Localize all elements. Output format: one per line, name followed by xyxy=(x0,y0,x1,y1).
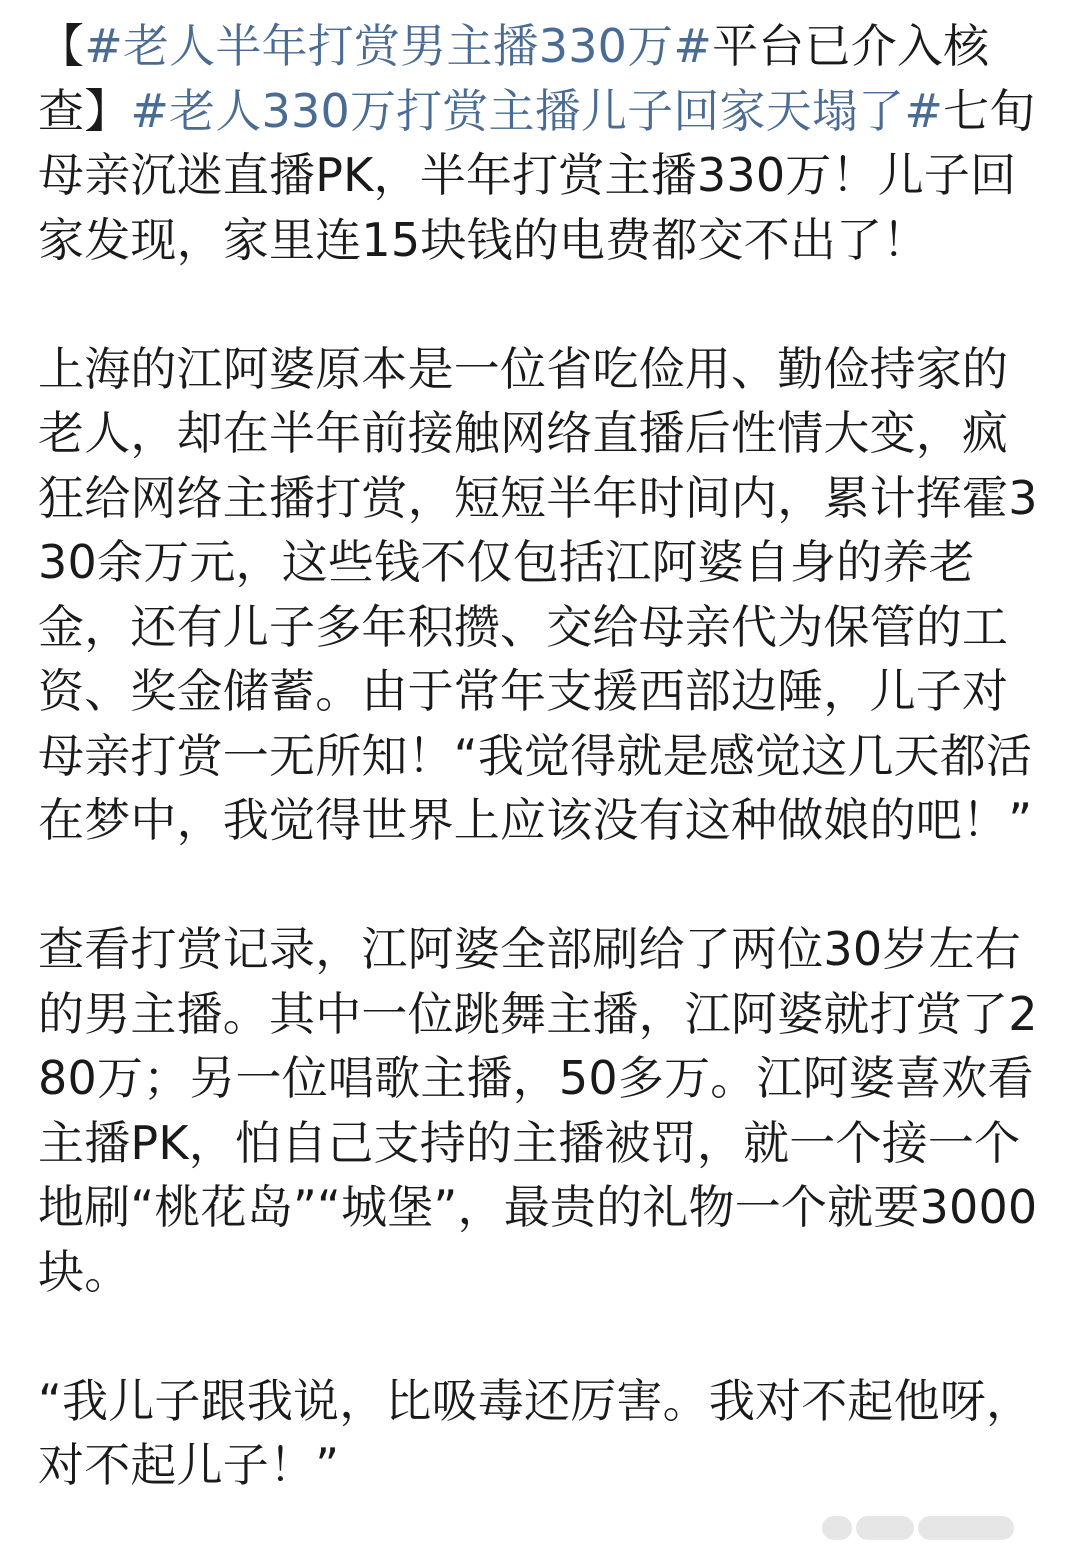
post-paragraph-3: 查看打赏记录，江阿婆全部刷给了两位30岁左右的男主播。其中一位跳舞主播，江阿婆就打赏了280万；另一位唱歌主播，50多万。江阿婆喜欢看主播PK，怕自己支持的主播被罚，就一个接一个地刷“桃花岛”“城堡”，最贵的礼物一个就要3000块。 xyxy=(38,922,1038,1299)
post-paragraph-2: 上海的江阿婆原本是一位省吃俭用、勤俭持家的老人，却在半年前接触网络直播后性情大变，疯狂给网络主播打赏，短短半年时间内，累计挥霍330余万元，这些钱不仅包括江阿婆自身的养老金，还有儿子多年积攒、交给母亲代为保管的工资、奖金储蓄。由于常年支援西部边陲，儿子对母亲打赏一无所知！“我觉得就是感觉这几天都活在梦中，我觉得世界上应该没有这种做娘的吧！” xyxy=(38,341,1038,847)
open-bracket: 【 xyxy=(38,19,85,73)
post-paragraph-4: “我儿子跟我说，比吸毒还厉害。我对不起他呀，对不起儿子！” xyxy=(38,1373,1033,1492)
hashtag-link-2[interactable]: #老人330万打赏主播儿子回家天塌了# xyxy=(130,83,944,138)
headline-text-2: 七旬母亲沉迷直播PK，半年打赏主播330万！儿子回家发现，家里连15块钱的电费都交不出了！ xyxy=(38,83,1036,267)
headline-text-1: 平台已介入核查】 xyxy=(38,19,990,138)
post-body xyxy=(38,14,1048,1498)
watermark-mark xyxy=(822,1516,1014,1540)
watermark-icon xyxy=(822,1516,852,1540)
watermark-icon xyxy=(918,1516,1014,1540)
watermark-icon xyxy=(856,1516,914,1540)
post-paragraph-headline xyxy=(38,14,1048,272)
hashtag-link-1[interactable]: #老人半年打赏男主播330万# xyxy=(84,19,713,73)
